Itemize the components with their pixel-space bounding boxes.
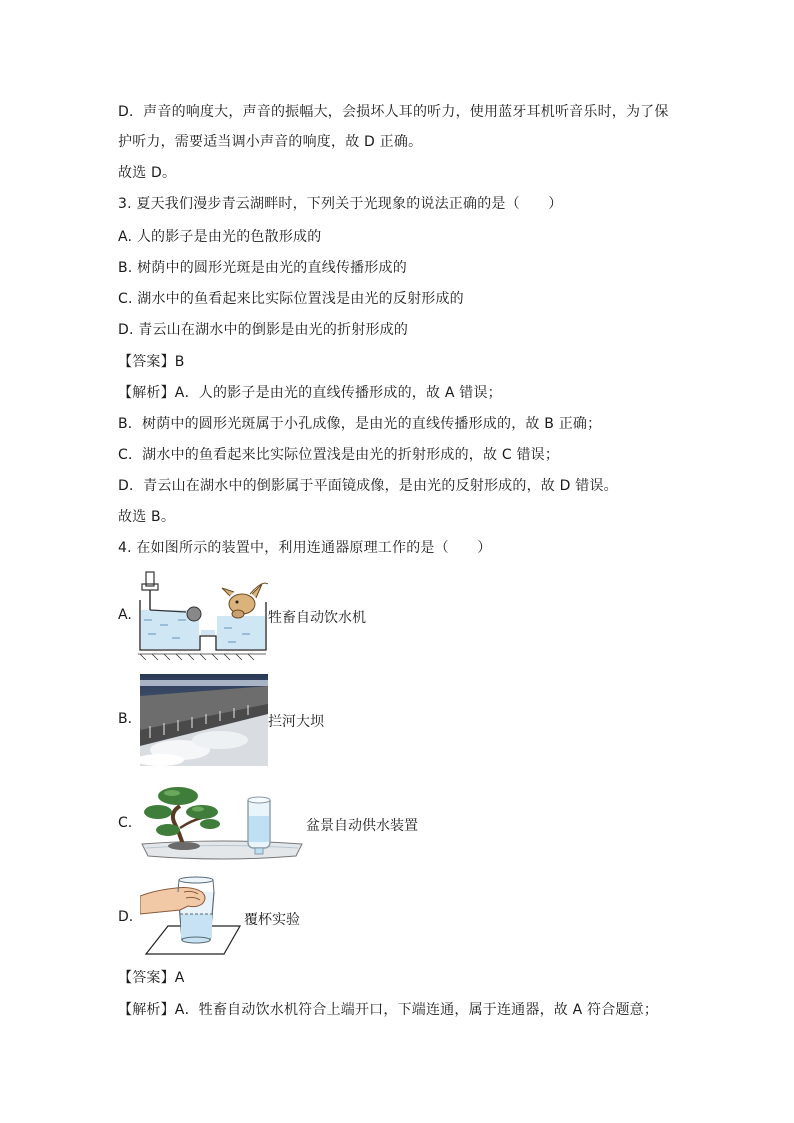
question-3-option-a: A. 人的影子是由光的色散形成的 <box>118 229 322 245</box>
option-b-letter: B. <box>118 711 133 727</box>
question-3-analysis: 【解析】A．人的影子是由光的直线传播形成的，故 A 错误； <box>118 385 502 401</box>
option-a-letter: A. <box>118 607 132 623</box>
question-3-option-d: D. 青云山在湖水中的倒影是由光的折射形成的 <box>118 322 409 338</box>
option-a-caption: 牲畜自动饮水机 <box>268 610 366 626</box>
option-d-letter: D. <box>118 909 134 925</box>
bonsai-water-supply-icon <box>140 782 304 864</box>
text-line: D．声音的响度大，声音的振幅大，会损坏人耳的听力，使用蓝牙耳机听音乐时，为了保 <box>118 104 669 120</box>
inverted-cup-experiment-icon <box>140 874 246 956</box>
question-3-option-c: C. 湖水中的鱼看起来比实际位置浅是由光的反射形成的 <box>118 291 464 307</box>
question-3-stem: 3. 夏天我们漫步青云湖畔时，下列关于光现象的说法正确的是（ ） <box>118 196 563 212</box>
option-d-caption: 覆杯实验 <box>244 912 300 928</box>
option-b-caption: 拦河大坝 <box>268 714 324 730</box>
question-3-answer: 【答案】B <box>118 354 185 370</box>
text-line: C．湖水中的鱼看起来比实际位置浅是由光的折射形成的，故 C 错误； <box>118 447 560 463</box>
question-4-answer: 【答案】A <box>118 970 185 986</box>
text-line: D．青云山在湖水中的倒影属于平面镜成像，是由光的反射形成的，故 D 错误。 <box>118 478 618 494</box>
question-4-analysis: 【解析】A．牲畜自动饮水机符合上端开口，下端连通，属于连通器，故 A 符合题意； <box>118 1002 659 1018</box>
livestock-water-trough-icon <box>138 570 268 662</box>
option-c-letter: C. <box>118 815 133 831</box>
text-line: 故选 B。 <box>118 509 176 525</box>
river-dam-photo-icon <box>140 674 268 766</box>
text-line: 护听力，需要适当调小声音的响度，故 D 正确。 <box>118 134 423 150</box>
question-3-option-b: B. 树荫中的圆形光斑是由光的直线传播形成的 <box>118 260 407 276</box>
option-c-caption: 盆景自动供水装置 <box>306 818 418 834</box>
text-line: 故选 D。 <box>118 165 177 181</box>
text-line: B．树荫中的圆形光斑属于小孔成像，是由光的直线传播形成的，故 B 正确； <box>118 416 602 432</box>
question-4-stem: 4. 在如图所示的装置中，利用连通器原理工作的是（ ） <box>118 540 492 556</box>
